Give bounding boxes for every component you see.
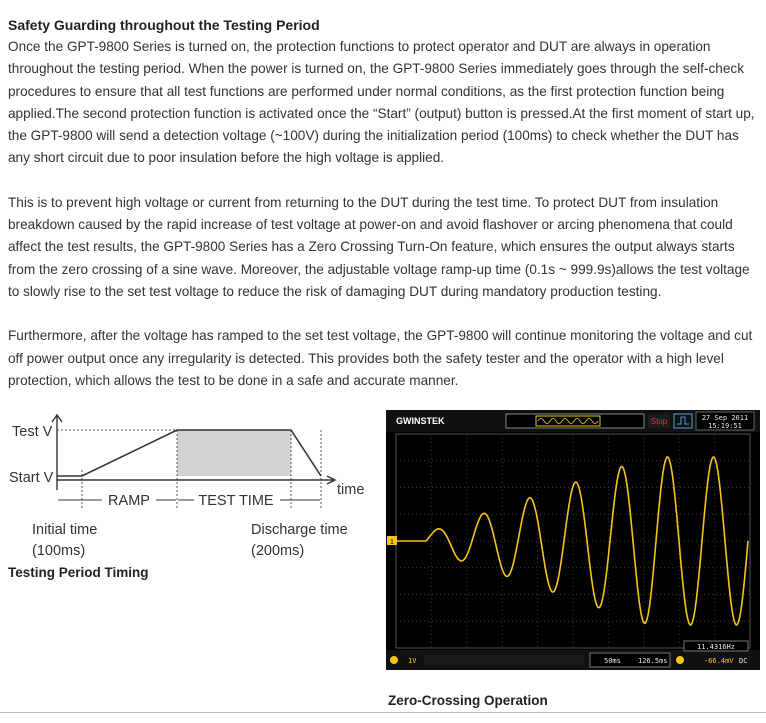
scope-ch1-scale: 1V <box>408 657 417 665</box>
bottom-divider <box>0 712 766 713</box>
testing-period-timing-diagram <box>6 410 376 585</box>
timing-diagram-caption: Testing Period Timing <box>8 565 149 580</box>
initial-time-value: (100ms) <box>32 543 86 559</box>
initial-time-label: Initial time <box>32 522 98 538</box>
ramp-label: RAMP <box>108 493 150 509</box>
paragraph-intro: Once the GPT-9800 Series is turned on, the protection functions to protect operator and DUT are always in operation throughout the testing period. When the power is turned on, the GPT-9800 Series immediately goes through the self-check procedures to ensure that all test functions are performed under normal conditions, as the first protection function being applied.The second protection function is activated once the “Start” (output) button is pressed.At the first moment of start up, the GPT-9800 will send a detection voltage (~100V) during the initialization period (100ms) to check whether the DUT has any short circuit due to poor insulation before the high voltage is applied. <box>8 39 755 166</box>
time-axis-label: time <box>337 482 365 498</box>
oscilloscope-screenshot <box>386 410 760 670</box>
article <box>8 14 760 414</box>
scope-ch1-dot <box>390 656 398 664</box>
section-heading: Safety Guarding throughout the Testing Period <box>8 17 320 33</box>
paragraph-zero-crossing: This is to prevent high voltage or current from returning to the DUT during the test time. To protect DUT from insulation breakdown caused by the rapid increase of test voltage at power-on and avoid flashover or arcing phenomena that could affect the test results, the GPT-9800 Series has a Zero Crossing Turn-On feature, which ensures the output always starts from the zero crossing of a sine wave. Moreover, the adjustable voltage ramp-up time (0.1s ~ 999.9s)allows the test voltage to slowly rise to the set test voltage to reduce the risk of damaging DUT during mandatory production testing. <box>8 194 750 299</box>
test-v-label: Test V <box>12 424 53 440</box>
timing-diagram-svg <box>6 410 376 585</box>
scope-caption: Zero-Crossing Operation <box>388 693 548 708</box>
scope-frequency: 11.4316Hz <box>697 643 735 651</box>
scope-coupling: DC <box>739 657 748 665</box>
scope-channel-slots <box>424 655 584 665</box>
scope-stop-label: Stop <box>650 417 668 426</box>
scope-position: 126.5ms <box>638 657 668 665</box>
discharge-time-label: Discharge time <box>251 522 348 538</box>
discharge-time-value: (200ms) <box>251 543 305 559</box>
scope-trigger-dot <box>676 656 684 664</box>
scope-trigger-level: -66.4mV <box>704 657 734 665</box>
test-time-label: TEST TIME <box>198 493 274 509</box>
scope-timebase: 50ms <box>604 657 621 665</box>
scope-date: 27 Sep 2011 <box>701 414 749 422</box>
start-v-label: Start V <box>9 470 54 486</box>
scope-brand: GWINSTEK <box>396 416 445 426</box>
scope-svg <box>386 410 760 670</box>
scope-channel-marker-label: 1 <box>390 539 394 546</box>
scope-clock: 15:19:51 <box>708 422 742 430</box>
paragraph-monitoring: Furthermore, after the voltage has ramped to the set test voltage, the GPT-9800 will continue monitoring the voltage and cut off power output once any irregularity is detected. This provides both the safety tester and the operator with a high level protection, which allows the test to be done in a safe and accurate manner. <box>8 328 753 388</box>
test-time-region <box>177 430 291 476</box>
